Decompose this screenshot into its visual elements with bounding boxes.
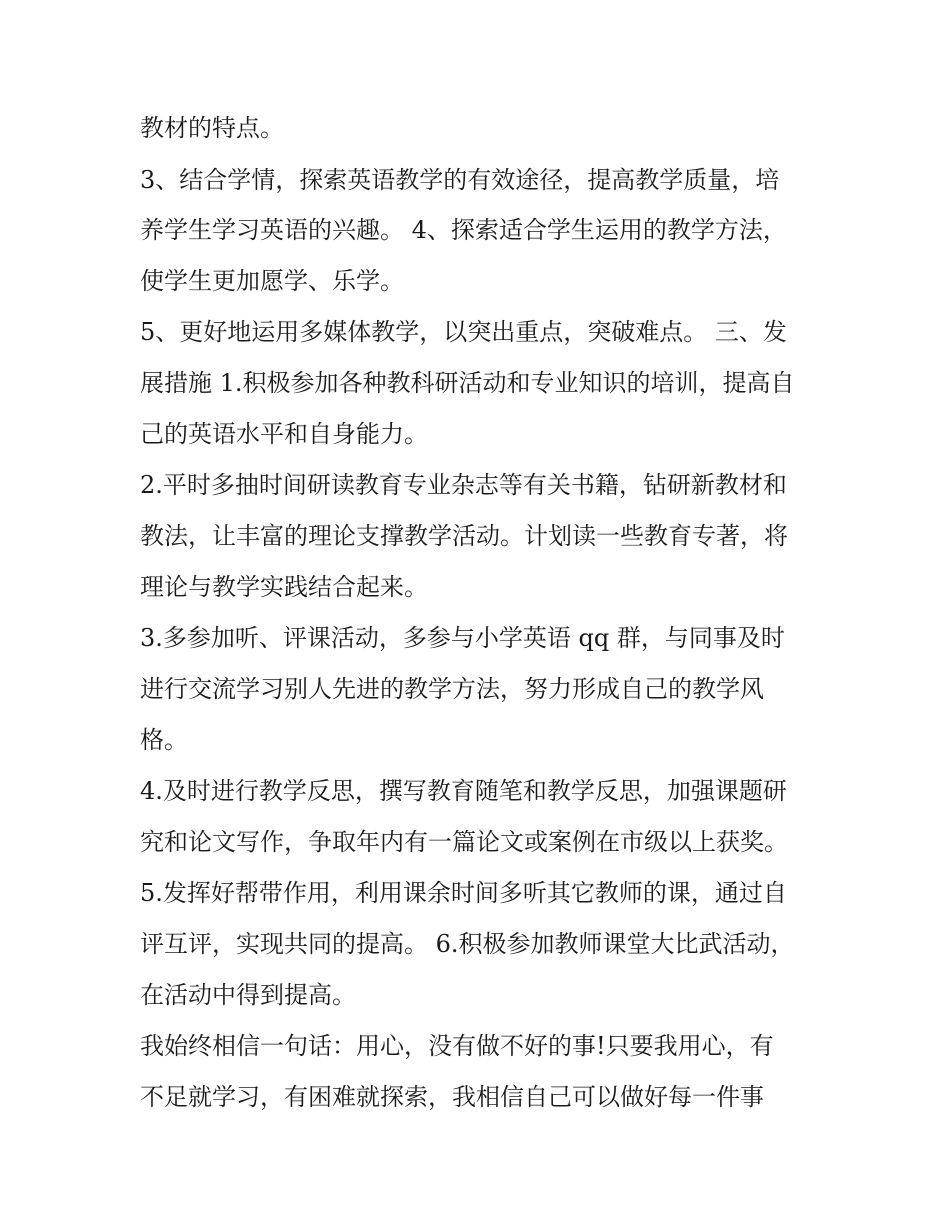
text-line: 展措施 1.积极参加各种教科研活动和专业知识的培训，提高自 <box>140 369 795 397</box>
text-line: 己的英语水平和自身能力。 <box>140 420 428 448</box>
text-line: 4.及时进行教学反思，撰写教育随笔和教学反思，加强课题研 <box>140 777 787 805</box>
text-line: 教法，让丰富的理论支撑教学活动。计划读一些教育专著，将 <box>140 522 788 550</box>
text-line: 评互评，实现共同的提高。 6.积极参加教师课堂大比武活动， <box>140 930 795 958</box>
text-line: 3.多参加听、评课活动，多参与小学英语 qq 群，与同事及时 <box>140 624 785 652</box>
text-line: 5、更好地运用多媒体教学，以突出重点，突破难点。 三、发 <box>140 318 787 346</box>
text-line: 3、结合学情，探索英语教学的有效途径，提高教学质量，培 <box>140 166 780 194</box>
text-line: 养学生学习英语的兴趣。 4、探索适合学生运用的教学方法， <box>140 216 787 244</box>
text-line: 格。 <box>140 726 188 754</box>
text-line: 我始终相信一句话：用心，没有做不好的事!只要我用心，有 <box>140 1032 774 1060</box>
text-line: 在活动中得到提高。 <box>140 981 356 1009</box>
text-line: 教材的特点。 <box>140 114 284 142</box>
text-line: 2.平时多抽时间研读教育专业杂志等有关书籍，钻研新教材和 <box>140 471 787 499</box>
text-line: 究和论文写作，争取年内有一篇论文或案例在市级以上获奖。 <box>140 828 788 856</box>
text-line: 不足就学习，有困难就探索，我相信自己可以做好每一件事 <box>140 1083 764 1111</box>
text-line: 理论与教学实践结合起来。 <box>140 573 428 601</box>
text-line: 5.发挥好帮带作用，利用课余时间多听其它教师的课，通过自 <box>140 879 787 907</box>
text-line: 使学生更加愿学、乐学。 <box>140 267 404 295</box>
text-line: 进行交流学习别人先进的教学方法，努力形成自己的教学风 <box>140 675 764 703</box>
